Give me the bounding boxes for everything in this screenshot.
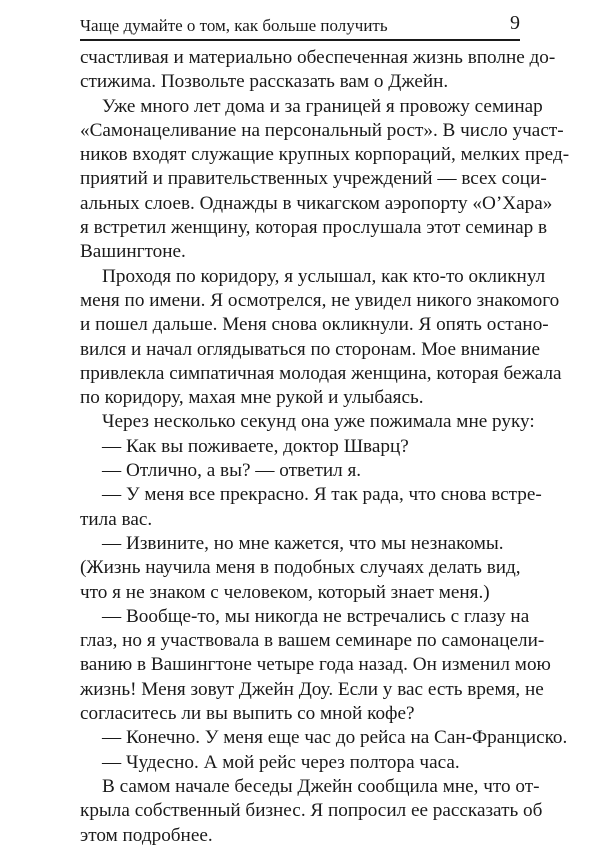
text-line: согласитесь ли вы выпить со мной кофе? bbox=[80, 703, 415, 725]
text-line: В самом начале беседы Джейн сообщила мне, что от- bbox=[102, 775, 540, 797]
text-line: — Вообще-то, мы никогда не встречались с глазу на bbox=[102, 605, 530, 627]
text-line: привлекла симпатичная молодая женщина, которая бежала bbox=[80, 362, 562, 384]
text-line: — Отлично, а вы? — ответил я. bbox=[102, 460, 362, 482]
text-line: и пошел дальше. Меня снова окликнули. Я опять остано- bbox=[80, 314, 549, 336]
text-line: — Как вы поживаете, доктор Шварц? bbox=[102, 435, 409, 457]
text-line: крыла собственный бизнес. Я попросил ее рассказать об bbox=[80, 800, 543, 822]
text-line: меня по имени. Я осмотрелся, не увидел никого знакомого bbox=[80, 289, 560, 311]
body-text bbox=[80, 46, 570, 848]
text-line: ванию в Вашингтоне четыре года назад. Он изменил мою bbox=[80, 654, 551, 676]
text-line: Через несколько секунд она уже пожимала мне руку: bbox=[102, 411, 535, 433]
text-line: тила вас. bbox=[80, 508, 153, 530]
text-line: Уже много лет дома и за границей я провожу семинар bbox=[102, 95, 543, 117]
text-line: Проходя по коридору, я услышал, как кто-то окликнул bbox=[102, 265, 546, 287]
text-line: (Жизнь научила меня в подобных случаях делать вид, bbox=[80, 557, 521, 579]
text-line: — Извините, но мне кажется, что мы незнакомы. bbox=[102, 532, 504, 554]
text-line: — Чудесно. А мой рейс через полтора часа. bbox=[102, 751, 460, 773]
text-line: — У меня все прекрасно. Я так рада, что снова встре- bbox=[102, 484, 542, 506]
text-line: «Самонацеливание на персональный рост». В число участ- bbox=[80, 119, 564, 141]
text-line: по коридору, махая мне рукой и улыбаясь. bbox=[80, 387, 424, 409]
text-line: глаз, но я участвовала в вашем семинаре по самонацели- bbox=[80, 630, 545, 652]
text-line: Вашингтоне. bbox=[80, 241, 186, 263]
text-line: стижима. Позвольте рассказать вам о Джейн. bbox=[80, 71, 449, 93]
text-line: ников входят служащие крупных корпораций, мелких пред- bbox=[80, 144, 570, 166]
text-line: я встретил женщину, которая прослушала этот семинар в bbox=[80, 217, 548, 239]
text-line: что я не знаком с человеком, который знает меня.) bbox=[80, 581, 490, 603]
header-rule bbox=[80, 39, 520, 41]
text-line: альных слоев. Однажды в чикагском аэропорту «О’Хара» bbox=[80, 192, 553, 214]
text-line: — Конечно. У меня еще час до рейса на Сан-Франциско. bbox=[102, 727, 568, 749]
running-header bbox=[80, 12, 520, 36]
text-line: жизнь! Меня зовут Джейн Доу. Если у вас есть время, не bbox=[80, 678, 544, 700]
running-title: Чаще думайте о том, как больше получить bbox=[80, 16, 388, 35]
text-line: счастливая и материально обеспеченная жизнь вполне до- bbox=[80, 47, 556, 68]
text-line: вился и начал оглядываться по сторонам. Мое внимание bbox=[80, 338, 540, 360]
text-line: приятий и правительственных учреждений — всех соци- bbox=[80, 168, 547, 190]
page-number: 9 bbox=[510, 12, 520, 34]
text-line: этом подробнее. bbox=[80, 824, 213, 846]
